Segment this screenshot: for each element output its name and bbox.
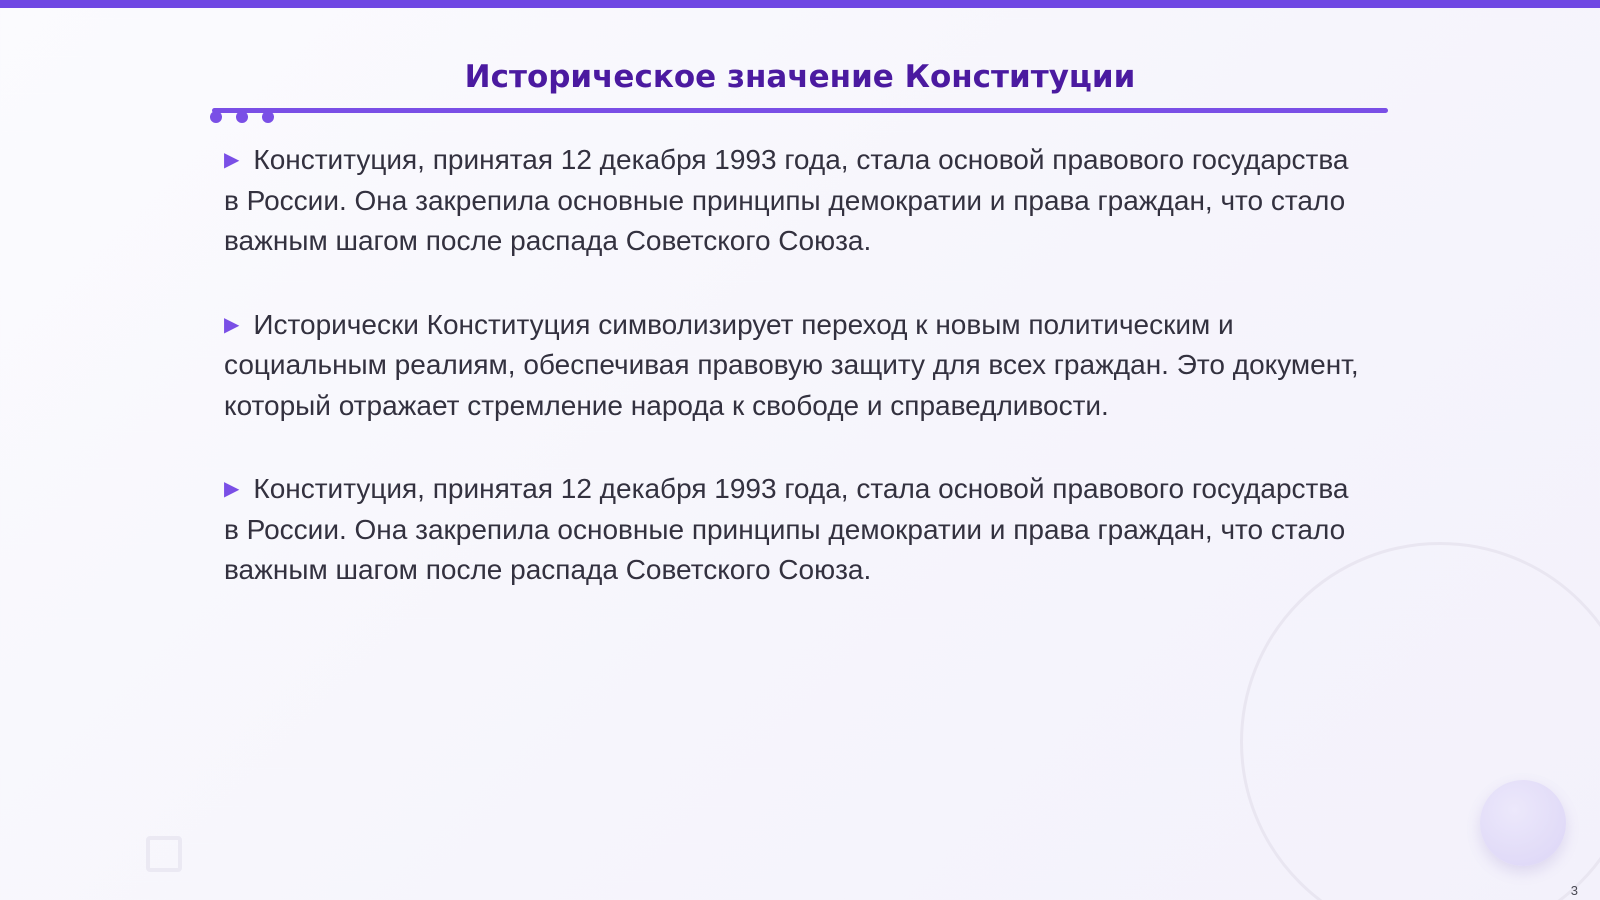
top-accent-bar bbox=[0, 0, 1600, 8]
bullet-text: Исторически Конституция символизирует переход к новым политическим и социальным реалиям, обеспечивая правовую защиту для всех граждан. Это документ, который отражает стремление народа к свободе и справедливости. bbox=[224, 308, 1359, 421]
title-underline bbox=[212, 108, 1388, 113]
page-number: 3 bbox=[1570, 883, 1578, 898]
dot-icon bbox=[236, 111, 248, 123]
bullet-text: Конституция, принятая 12 декабря 1993 года, стала основой правового государства в России. Она закрепила основные принципы демократии и права граждан, что стало важным шагом после распада Советского Союза. bbox=[224, 144, 1349, 256]
triangle-right-icon: ▶ bbox=[224, 149, 240, 171]
decorative-square bbox=[146, 836, 182, 872]
bullet-list bbox=[224, 140, 1364, 634]
dot-icon bbox=[210, 111, 222, 123]
bullet-item bbox=[224, 140, 1364, 262]
bullet-text: Конституция, принятая 12 декабря 1993 года, стала основой правового государства в России. Она закрепила основные принципы демократии и права граждан, что стало важным шагом после распада Советского Союза. bbox=[224, 473, 1349, 585]
triangle-right-icon: ▶ bbox=[224, 313, 240, 336]
bullet-item bbox=[224, 305, 1364, 427]
decorative-disc bbox=[1480, 780, 1566, 866]
triangle-right-icon: ▶ bbox=[224, 478, 240, 500]
dot-icon bbox=[262, 111, 274, 123]
slide-title: Историческое значение Конституции bbox=[464, 59, 1136, 95]
bullet-item bbox=[224, 469, 1364, 591]
